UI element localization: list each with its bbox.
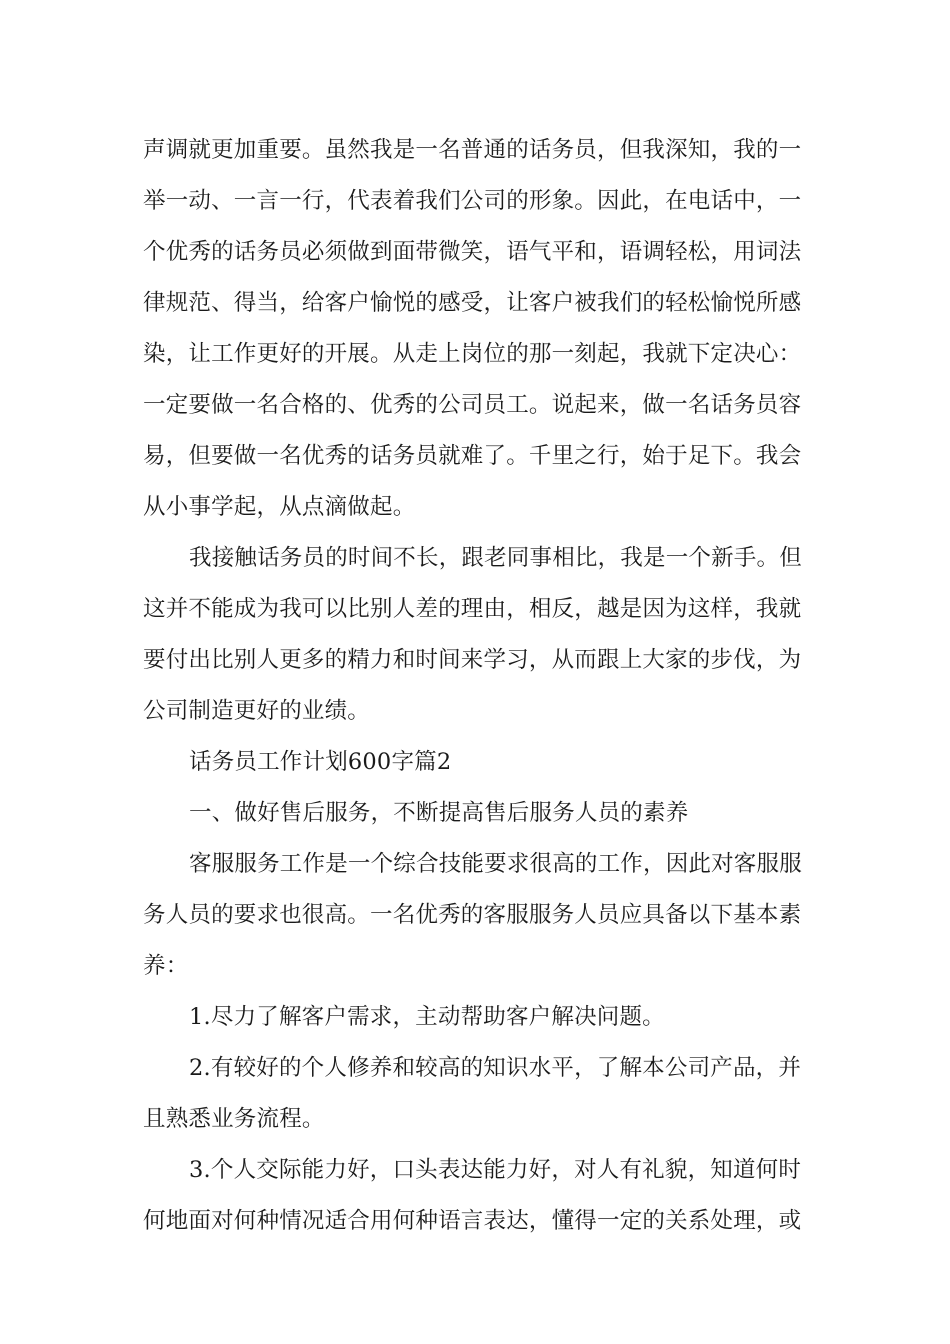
text-line: 声调就更加重要。虽然我是一名普通的话务员，但我深知，我的一 xyxy=(143,137,802,163)
text-line: 染，让工作更好的开展。从走上岗位的那一刻起，我就下定决心： xyxy=(143,341,802,367)
text-line: 务人员的要求也很高。一名优秀的客服服务人员应具备以下基本素 xyxy=(143,902,802,928)
list-item: 2.有较好的个人修养和较高的知识水平，了解本公司产品，并 xyxy=(189,1055,802,1081)
text-line: 客服服务工作是一个综合技能要求很高的工作，因此对客服服 xyxy=(189,851,802,877)
text-line: 且熟悉业务流程。 xyxy=(143,1106,325,1132)
text-line: 这并不能成为我可以比别人差的理由，相反，越是因为这样，我就 xyxy=(143,596,802,622)
text-line: 我接触话务员的时间不长，跟老同事相比，我是一个新手。但 xyxy=(189,545,802,571)
text-line: 举一动、一言一行，代表着我们公司的形象。因此，在电话中，一 xyxy=(143,188,802,214)
text-line: 一定要做一名合格的、优秀的公司员工。说起来，做一名话务员容 xyxy=(143,392,802,418)
text-line: 从小事学起，从点滴做起。 xyxy=(143,494,416,520)
list-item: 3.个人交际能力好，口头表达能力好，对人有礼貌，知道何时 xyxy=(189,1157,802,1183)
list-item: 1.尽力了解客户需求，主动帮助客户解决问题。 xyxy=(189,1004,665,1030)
text-line: 要付出比别人更多的精力和时间来学习，从而跟上大家的步伐，为 xyxy=(143,647,802,673)
section-heading: 话务员工作计划600字篇2 xyxy=(189,749,452,775)
text-line: 养： xyxy=(143,953,189,979)
subsection-heading: 一、做好售后服务，不断提高售后服务人员的素养 xyxy=(189,800,689,826)
text-line: 律规范、得当，给客户愉悦的感受，让客户被我们的轻松愉悦所感 xyxy=(143,290,802,316)
text-line: 何地面对何种情况适合用何种语言表达，懂得一定的关系处理，或 xyxy=(143,1208,802,1234)
text-line: 公司制造更好的业绩。 xyxy=(143,698,371,724)
text-line: 易，但要做一名优秀的话务员就难了。千里之行，始于足下。我会 xyxy=(143,443,802,469)
document-body xyxy=(143,125,813,1247)
text-line: 个优秀的话务员必须做到面带微笑，语气平和，语调轻松，用词法 xyxy=(143,239,802,265)
